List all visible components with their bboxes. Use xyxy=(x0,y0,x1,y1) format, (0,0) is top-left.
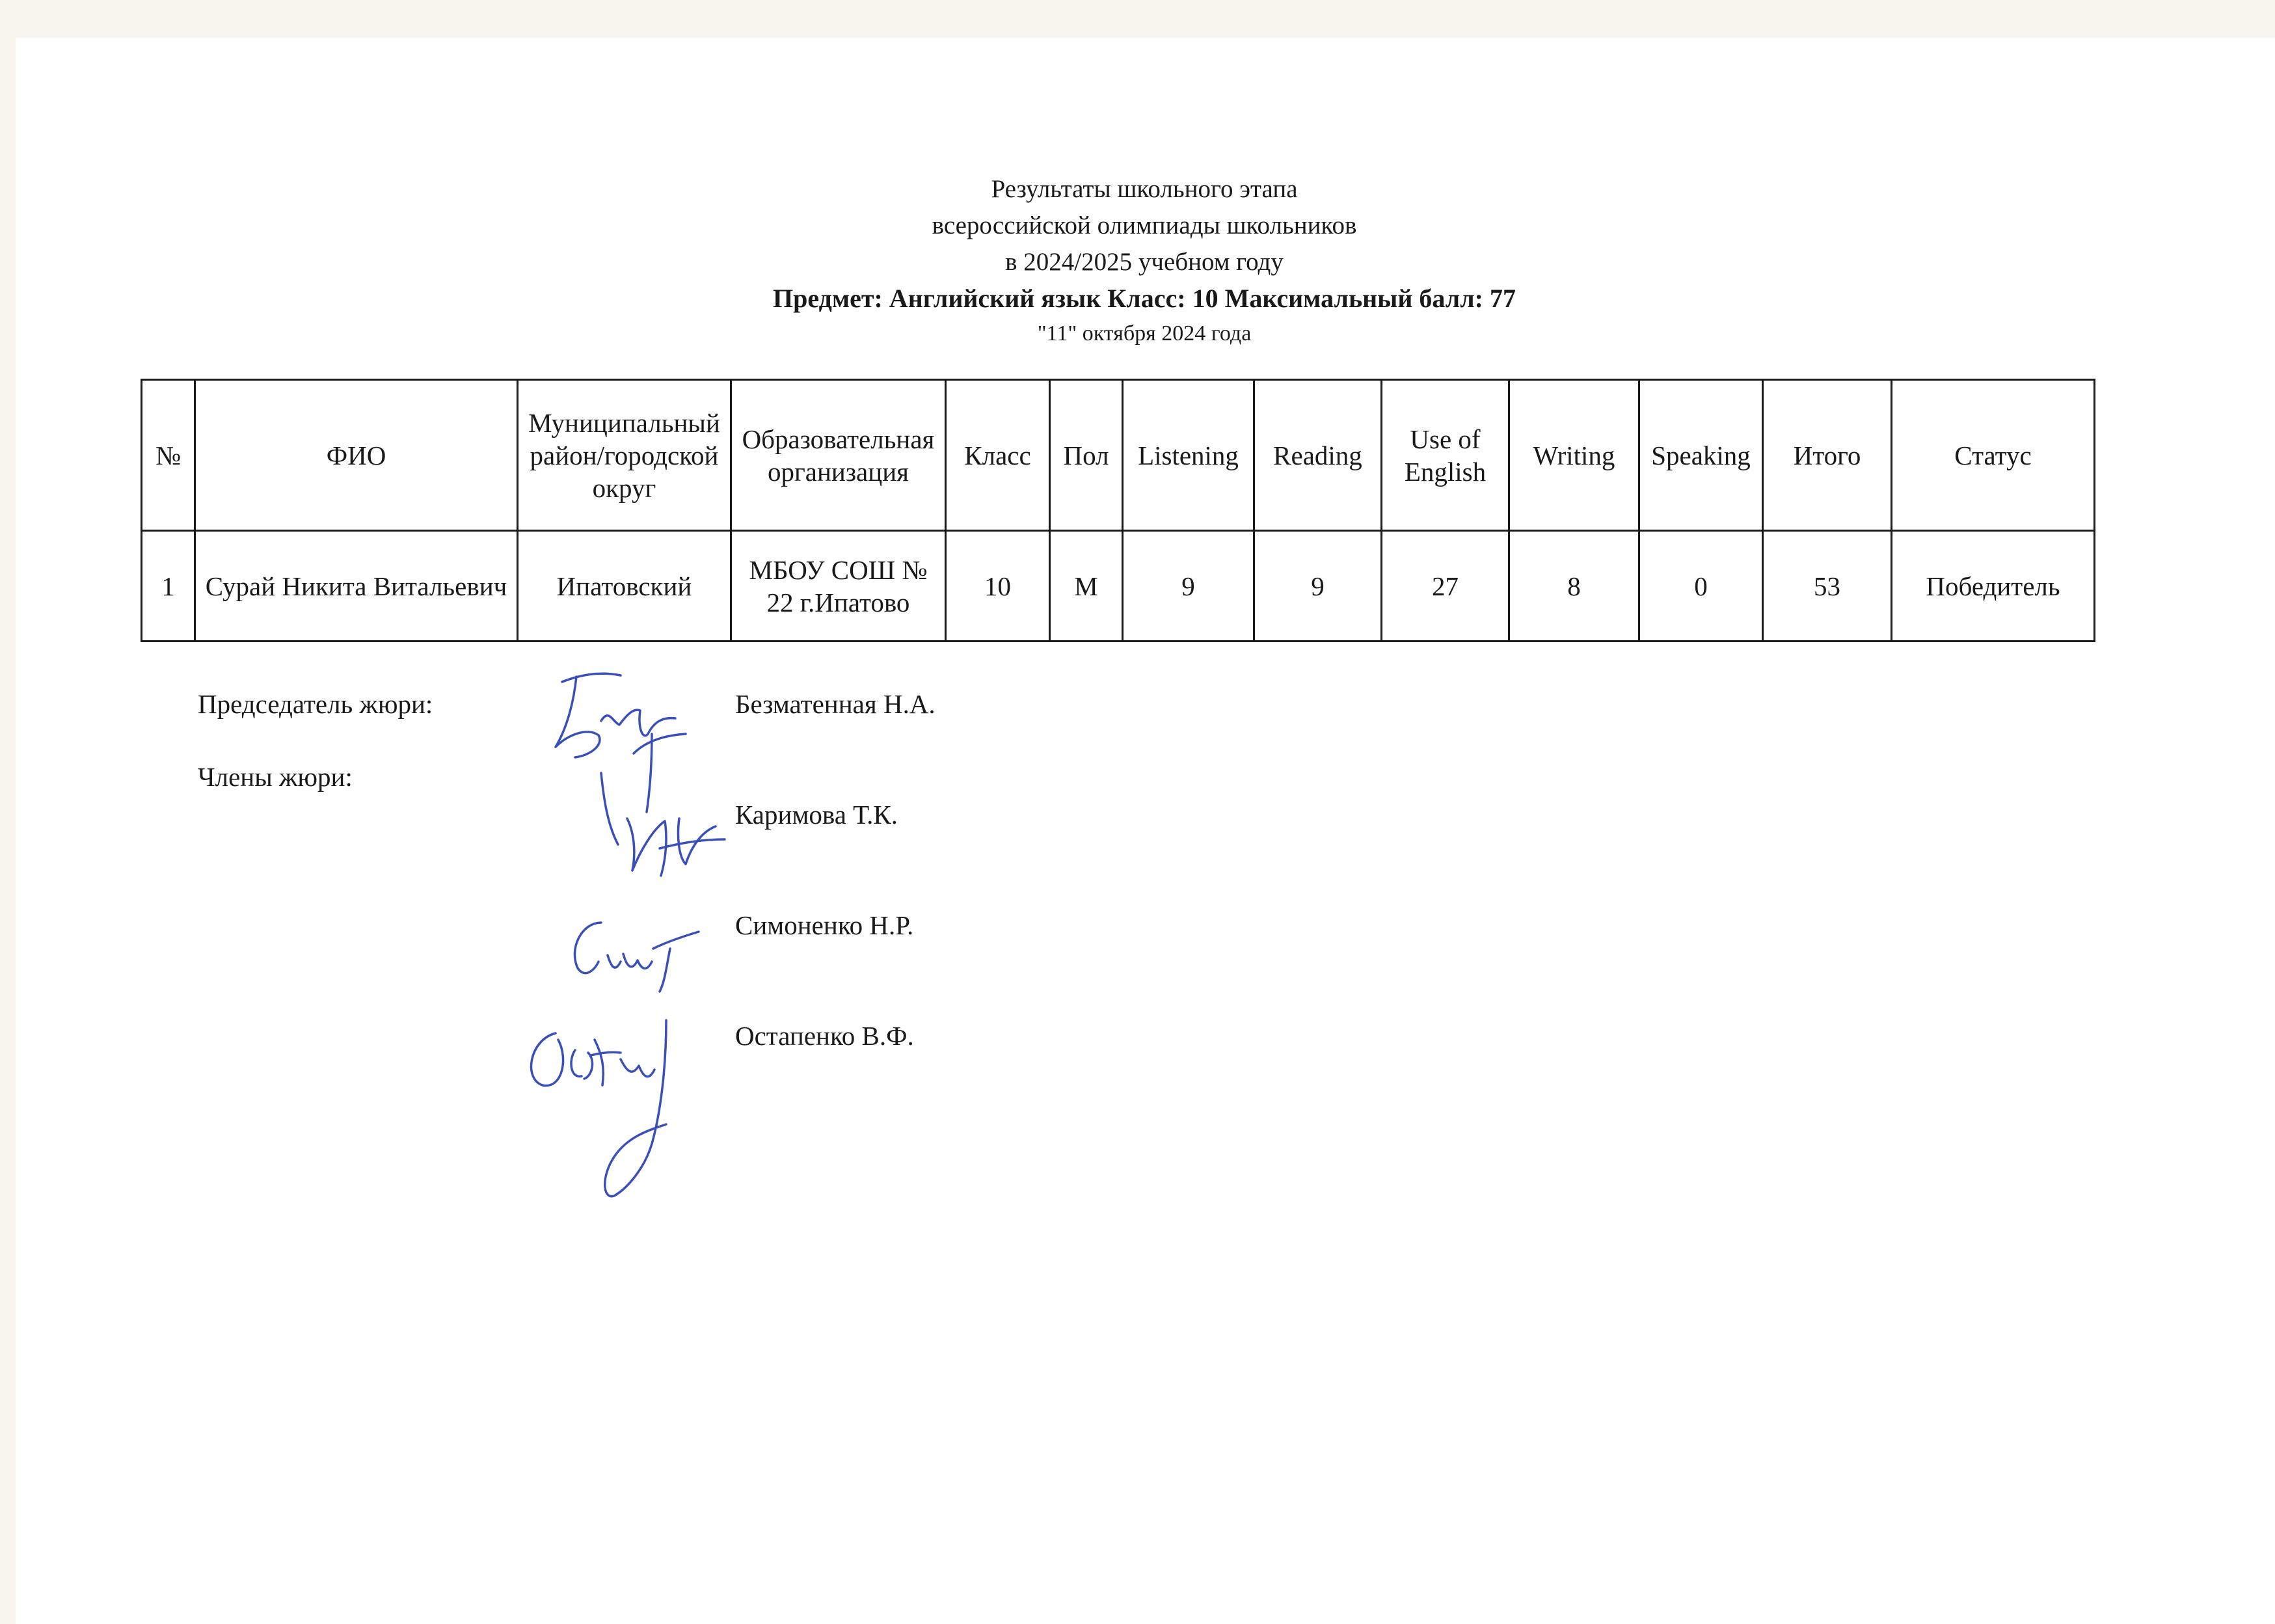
header-year: в 2024/2025 учебном году xyxy=(1005,248,1284,276)
jury-member-name: Каримова Т.К. xyxy=(735,800,898,830)
header-subtitle: всероссийской олимпиады школьников xyxy=(932,211,1357,239)
cell-writing: 8 xyxy=(1509,531,1639,642)
cell-fio: Сурай Никита Витальевич xyxy=(195,531,518,642)
cell-gender: М xyxy=(1050,531,1123,642)
signature-member-ostapenko xyxy=(517,1014,699,1206)
cell-district: Ипатовский xyxy=(518,531,731,642)
table-row xyxy=(142,531,2095,642)
column-header-gender: Пол xyxy=(1050,380,1123,531)
column-header-writing: Writing xyxy=(1509,380,1639,531)
jury-chair-name: Безматенная Н.А. xyxy=(735,689,936,719)
column-header-grade: Класс xyxy=(946,380,1050,531)
column-header-fio: ФИО xyxy=(195,380,518,531)
results-table xyxy=(141,379,2095,642)
column-header-listening: Listening xyxy=(1123,380,1254,531)
cell-status: Победитель xyxy=(1892,531,2095,642)
cell-listening: 9 xyxy=(1123,531,1254,642)
cell-grade: 10 xyxy=(946,531,1050,642)
column-header-reading: Reading xyxy=(1254,380,1382,531)
document-header xyxy=(16,171,2273,351)
cell-organization: МБОУ СОШ № 22 г.Ипатово xyxy=(731,531,946,642)
column-header-district: Муниципальный район/городской округ xyxy=(518,380,731,531)
cell-speaking: 0 xyxy=(1639,531,1763,642)
jury-members-label: Члены жюри: xyxy=(198,762,353,792)
column-header-organization: Образовательная организация xyxy=(731,380,946,531)
cell-use-of-english: 27 xyxy=(1382,531,1509,642)
cell-reading: 9 xyxy=(1254,531,1382,642)
jury-chair-label: Председатель жюри: xyxy=(198,689,433,719)
column-header-num: № xyxy=(142,380,195,531)
jury-member-name: Остапенко В.Ф. xyxy=(735,1021,914,1051)
column-header-speaking: Speaking xyxy=(1639,380,1763,531)
header-subject: Предмет: Английский язык Класс: 10 Максимальный балл: 77 xyxy=(773,284,1516,313)
table-header-row xyxy=(142,380,2095,531)
cell-num: 1 xyxy=(142,531,195,642)
document-page xyxy=(16,38,2275,1624)
column-header-use-of-english: Use of English xyxy=(1382,380,1509,531)
header-date: "11" октября 2024 года xyxy=(1037,321,1252,345)
signature-member-simonenko xyxy=(556,910,705,997)
jury-member-name: Симоненко Н.Р. xyxy=(735,910,914,940)
column-header-total: Итого xyxy=(1763,380,1892,531)
signature-member-karimova xyxy=(582,766,731,913)
header-title: Результаты школьного этапа xyxy=(991,175,1298,203)
column-header-status: Статус xyxy=(1892,380,2095,531)
cell-total: 53 xyxy=(1763,531,1892,642)
